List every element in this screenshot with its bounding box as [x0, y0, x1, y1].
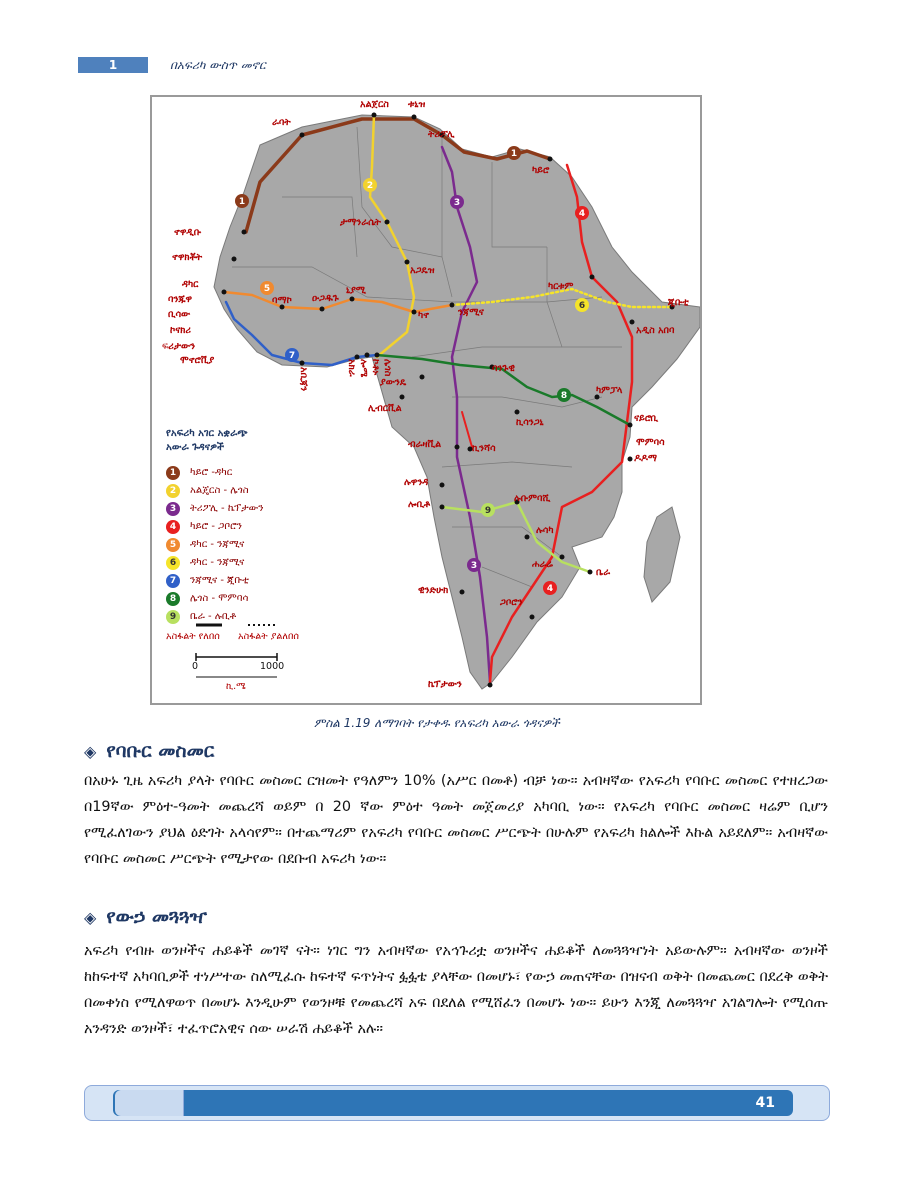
legend-item: 7 ንጃሚና - ጂቡቲ [190, 573, 249, 589]
city-label: ትሪፖሊ [428, 129, 455, 140]
city-label: ኒያሚ [346, 285, 366, 296]
city-label: አክራ [346, 359, 357, 377]
city-label: ባንጁዋ [168, 294, 193, 305]
scale-unit: ኪ.ሜ [226, 681, 246, 692]
footer-bar [113, 1090, 793, 1116]
city-label: ያውንዴ [380, 377, 407, 388]
section-heading-water: ◈ የውኃ መጓጓዣ [84, 906, 207, 928]
page-number: 41 [755, 1095, 775, 1111]
svg-text:2: 2 [366, 181, 374, 191]
city-label: ታማንራሴት [340, 217, 381, 228]
svg-text:6: 6 [578, 301, 586, 311]
city-label: ብራዛቪል [408, 439, 442, 450]
svg-text:4: 4 [578, 209, 586, 219]
city-label: ባንጉዊ [492, 363, 515, 374]
svg-text:9: 9 [484, 506, 492, 516]
city-label: ራባት [272, 117, 291, 128]
legend-title: የአፍሪካ አገር አቋራጭ አውራ ጉዳናዎች [166, 428, 248, 453]
city-label: ዊንድሁክ [418, 585, 449, 596]
city-label: አቢጃን [298, 367, 309, 392]
city-label: ዳካር [182, 279, 199, 290]
svg-text:1: 1 [238, 197, 246, 207]
svg-text:3: 3 [453, 198, 461, 208]
scale-zero: 0 [192, 661, 199, 672]
city-label: ሞኖሮቪያ [180, 355, 215, 366]
scale-unpaved-label: አስፋልት ያልለበሰ [238, 631, 299, 642]
city-label: አዲስ አበባ [636, 325, 675, 336]
city-label: ሐራሬ [532, 559, 553, 570]
railway-paragraph: በአሁኑ ጊዜ አፍሪካ ያላት የባቡር መስመር ርዝመት የዓለምን 10% (አሥር በመቶ) ብቻ ነው። አብዛኛው የአፍሪካ የባቡር መስመር የተዘረጋው በ19ኛው ምዕተ-ዓመት መጨረሻ ወይም በ 20 ኛው ምዕተ ዓመት መጀመሪያ አካባቢ ነው። የአፍሪካ የባቡር መስመር ዛሬም ቢሆን የሚፈለገውን ያህል ዕድገት አላሳየም። በተጨማሪም የአፍሪካ የባቡር መስመር ሥርጭት በሁሉም የአፍሪካ ክልሎች እኩል አይደለም። አብዛኛው የባቡር መስመር ሥርጭት የሚታየው በደቡብ አፍሪካ ነው። [84, 773, 828, 867]
city-label: አልጀርስ [360, 99, 389, 110]
city-label: አጋዴዝ [410, 265, 435, 276]
city-label: ኖዋዲቡ [174, 227, 202, 238]
city-label: ቢሳው [168, 309, 191, 320]
city-label: ሉቡምባሺ [514, 493, 551, 504]
svg-text:8: 8 [560, 391, 568, 401]
city-label: ባማኮ [272, 295, 292, 306]
city-label: ኮቶኑ [370, 359, 381, 376]
legend-item: 1 ካይሮ -ዳካር [190, 465, 232, 481]
madagascar [644, 507, 680, 602]
city-label: ንጃሚና [458, 307, 484, 318]
city-label: ዶዶማ [634, 453, 658, 464]
city-label: ካምፓላ [596, 385, 623, 396]
city-label: ኪሳንጋኒ [516, 417, 544, 428]
city-label: ኖዋክቾት [172, 252, 203, 263]
city-label: ጋቦሮን [500, 597, 523, 608]
svg-text:5: 5 [263, 284, 271, 294]
legend-item: 6 ዳካር - ንጃሚና [190, 555, 244, 571]
svg-text:4: 4 [546, 584, 554, 594]
legend-item: 3 ትሪፖሊ - ኬፕታውን [190, 501, 263, 517]
chapter-title: በአፍሪካ ውስጥ መኖር [170, 58, 266, 72]
city-label: ኪንሻሳ [472, 443, 496, 454]
city-label: ሉዋንዳ [404, 477, 429, 488]
svg-text:7: 7 [288, 351, 296, 361]
city-label: ሉሳካ [536, 525, 554, 536]
water-paragraph: አፍሪካ የብዙ ወንዞችና ሐይቆች መገኛ ናት። ነገር ግን አብዛኛው የአኅጉሪቷ ወንዞችና ሐይቆች ለመጓጓዣነት አይውሉም። አብዛኛው ወንዞች ከከፍተኛ አካባቢዎች ተነሥተው ስለሚፈሱ ከፍተኛ ፍጥነትና ፏፏቴ ያላቸው በመሆኑ፣ የውኃ መጠናቸው በዝናብ ወቅት በመጨመር በደረቅ ወቅት በመቀነስ የሚለዋወጥ በመሆኑ እንዲሁም የወንዞቹ የመጨረሻ አፍ በደለል የሚሸፈን በመሆኑ ነው። ይሁን እንጂ ለመጓጓዣ አገልግሎት የሚሰጡ አንዳንድ ወንዞች፣ ተፈጥሮአዊና ሰው ሠራሽ ሐይቆች አሉ። [84, 943, 828, 1037]
city-label: ቤራ [596, 567, 611, 578]
africa-highways-map [150, 95, 702, 705]
legend-item: 5 ዳካር - ንጃሚና [190, 537, 244, 553]
legend-item: 4 ካይሮ - ጋቦሮን [190, 519, 242, 535]
legend-item: 8 ሌጎስ - ሞምባሳ [190, 591, 248, 607]
city-label: ጂቡቲ [668, 297, 689, 308]
city-label: ዑጋዱጉ [312, 293, 339, 304]
scale-thousand: 1000 [260, 661, 285, 672]
page-footer [84, 1085, 830, 1121]
figure-caption: ምስል 1.19 ለማገባት የታቀዱ የአፍሪካ አውራ ጎዳናዎች [314, 716, 560, 730]
city-label: ቱኒዝ [408, 99, 426, 110]
svg-text:1: 1 [510, 149, 518, 159]
city-label: ሞምባሳ [636, 437, 665, 448]
chapter-number: 1 [108, 58, 118, 72]
city-label: ኬፕታውን [428, 679, 462, 690]
svg-text:3: 3 [470, 561, 478, 571]
city-label: ሊብርቪል [368, 403, 402, 414]
city-label: ናይሮቢ [634, 413, 659, 424]
legend-item: 2 አልጄርስ - ሌጎስ [190, 483, 249, 499]
city-label: ካርቱም [548, 281, 574, 292]
city-label: ፍሪታውን [162, 341, 196, 352]
city-label: ሎሜ [358, 359, 369, 378]
section-heading-railway: ◈ የባቡር መስመር [84, 740, 215, 762]
footer-left-panel [115, 1090, 184, 1116]
city-label: ሌጎስ [382, 359, 393, 377]
city-label: ካኖ [418, 310, 430, 321]
legend-item: 9 ቤራ - ሉቢቶ [190, 609, 236, 625]
city-label: ኮናክሪ [170, 325, 191, 336]
diamond-bullet-icon: ◈ [84, 742, 97, 761]
city-label: ሎቢቶ [408, 499, 431, 510]
city-label: ካይሮ [532, 165, 550, 176]
scale-paved-label: አስፋልት የለበሰ [166, 631, 220, 642]
diamond-bullet-icon: ◈ [84, 908, 97, 927]
